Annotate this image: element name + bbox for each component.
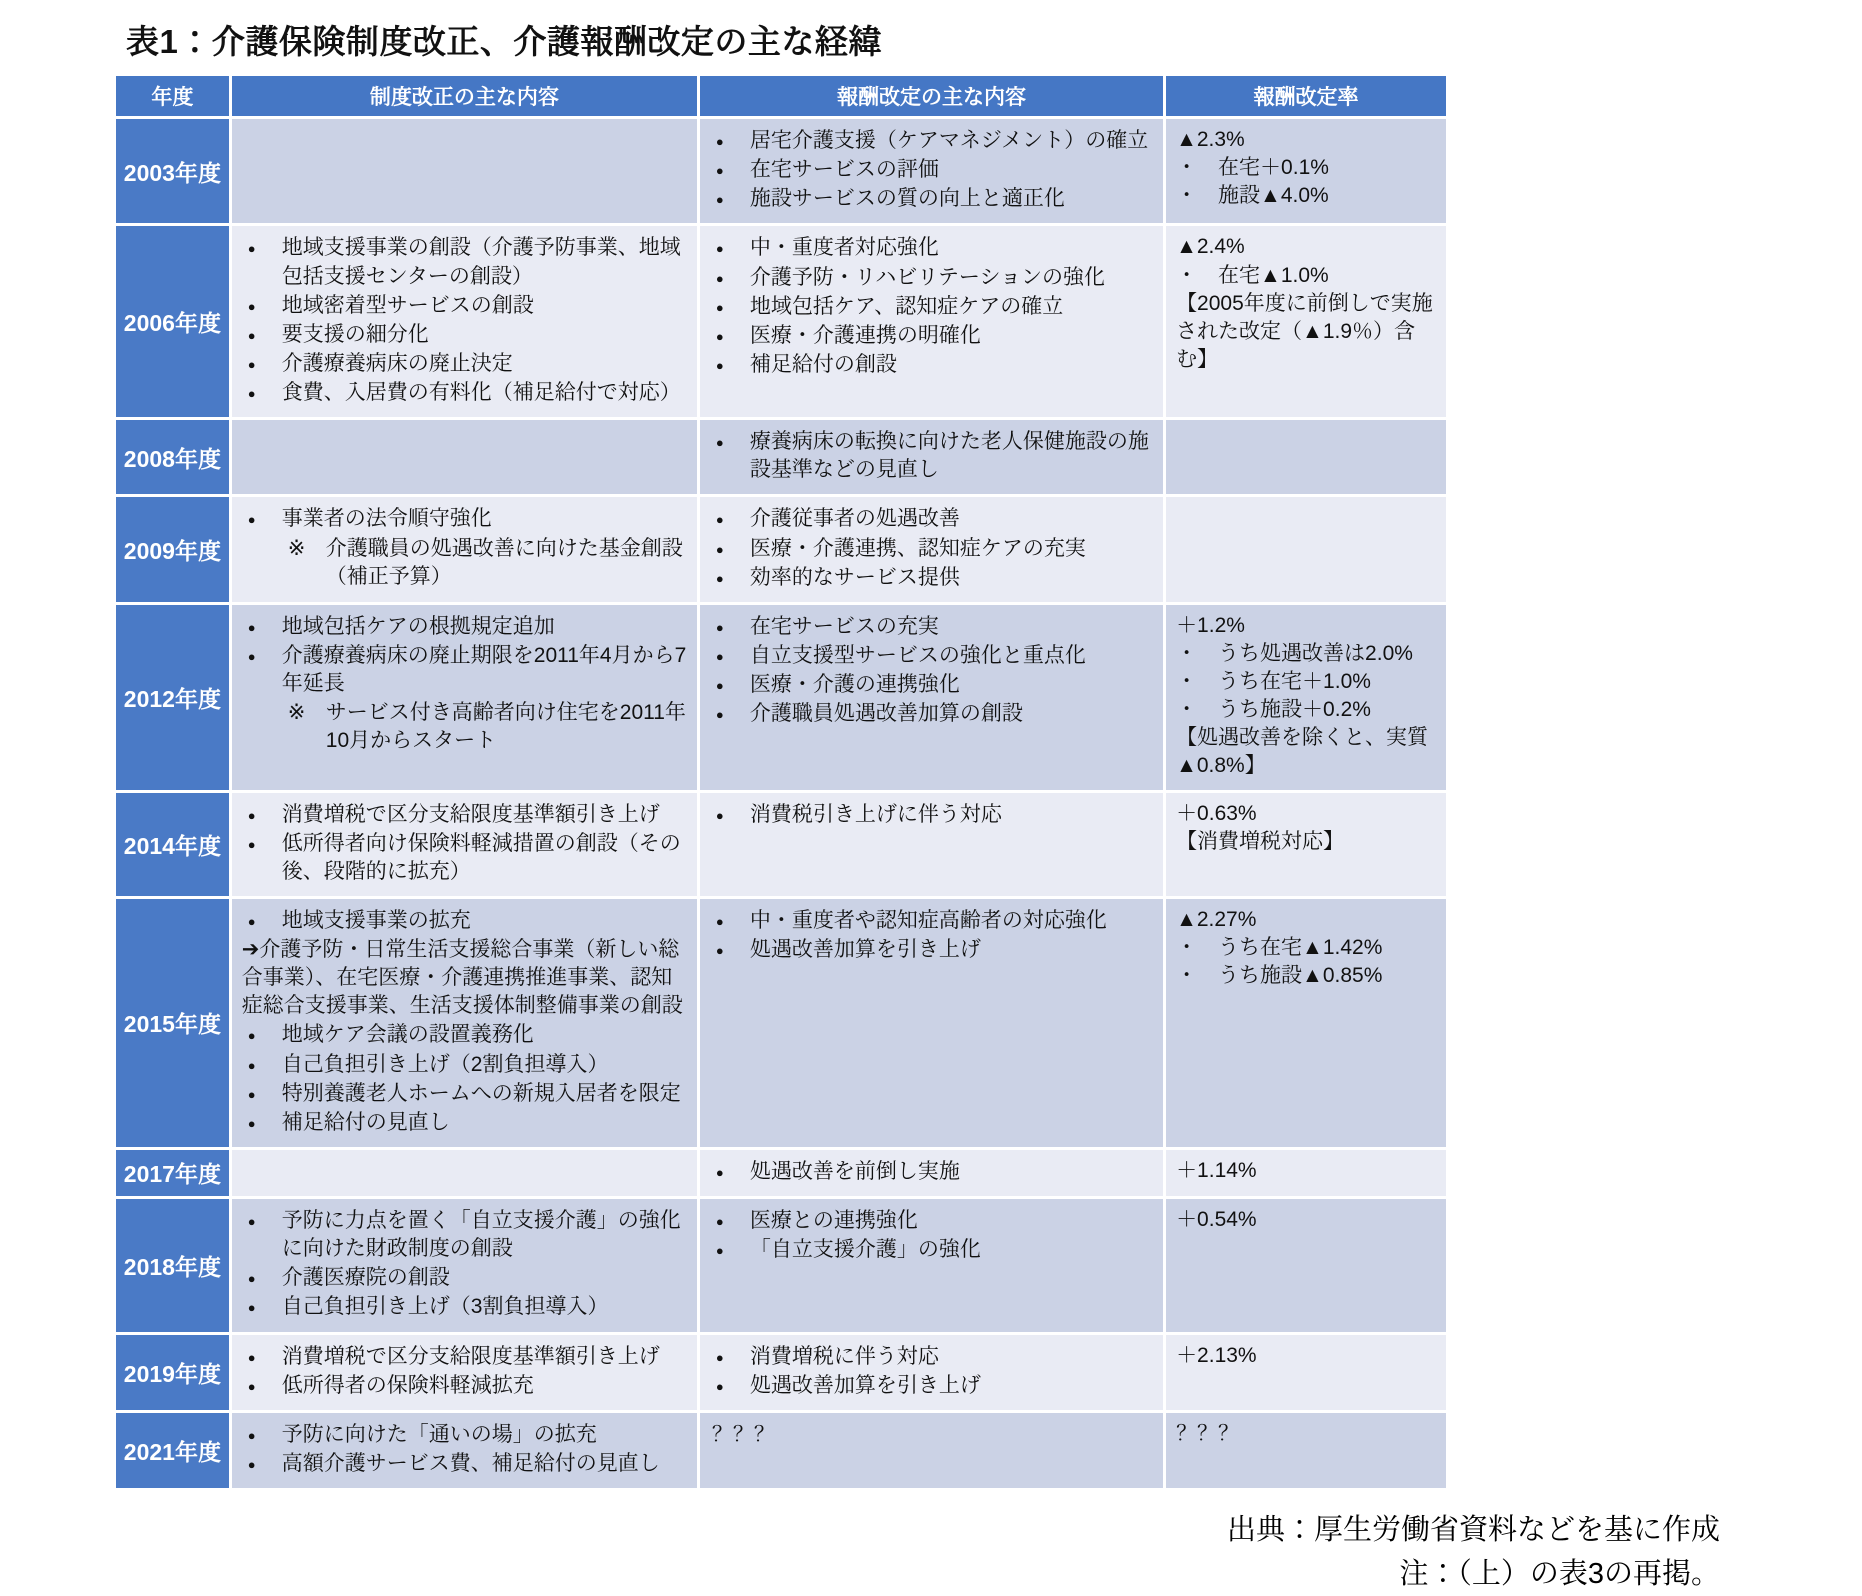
- reform-cell: [232, 1335, 697, 1410]
- bullet-icon: ●: [716, 942, 724, 959]
- list-item: [704, 1372, 1157, 1400]
- item-text: 介護療養病床の廃止決定: [282, 352, 513, 375]
- bullet-icon: ●: [248, 1299, 256, 1316]
- care-history-table: [113, 73, 1449, 1491]
- footer: [0, 1509, 1862, 1596]
- item-text: 事業者の法令順守強化: [282, 507, 492, 530]
- table-row: [116, 1150, 1446, 1196]
- plain-item: ？？？: [704, 1421, 1157, 1449]
- item-text: 「自立支援介護」の強化: [750, 1238, 981, 1261]
- bullet-icon: ●: [248, 1027, 256, 1044]
- bullet-icon: ●: [716, 133, 724, 150]
- bullet-icon: ●: [248, 327, 256, 344]
- reference-mark-icon: ※: [288, 699, 306, 727]
- list-item: [236, 1421, 691, 1449]
- reference-mark-icon: ※: [288, 535, 306, 563]
- revision-cell: [700, 1150, 1163, 1196]
- revision-cell: [700, 1335, 1163, 1410]
- table-body: [116, 119, 1446, 1488]
- header-revision: 報酬改定の主な内容: [700, 76, 1163, 116]
- bullet-icon: ●: [248, 1057, 256, 1074]
- list-item: [704, 185, 1157, 213]
- list-item: [236, 801, 691, 829]
- rate-cell: [1166, 1199, 1446, 1332]
- item-text: 補足給付の見直し: [282, 1111, 450, 1134]
- bullet-icon: ●: [248, 1378, 256, 1395]
- header-rate: 報酬改定率: [1166, 76, 1446, 116]
- bullet-icon: ●: [248, 836, 256, 853]
- reform-cell: [232, 899, 697, 1147]
- table-row: [116, 497, 1446, 601]
- bullet-icon: ●: [716, 807, 724, 824]
- bullet-icon: ●: [716, 1242, 724, 1259]
- bullet-icon: ●: [716, 706, 724, 723]
- revision-cell: [700, 420, 1163, 494]
- rate-cell: [1166, 1150, 1446, 1196]
- list-item: [236, 1080, 691, 1108]
- revision-cell: [700, 1413, 1163, 1488]
- year-cell: 2017年度: [116, 1150, 229, 1196]
- year-cell: 2008年度: [116, 420, 229, 494]
- bullet-icon: ●: [716, 1164, 724, 1181]
- item-text: 地域密着型サービスの創設: [282, 294, 534, 317]
- list-item: [704, 936, 1157, 964]
- item-text: 特別養護老人ホームへの新規入居者を限定: [282, 1082, 681, 1105]
- item-text: 処遇改善加算を引き上げ: [750, 1374, 981, 1397]
- list-item: [704, 234, 1157, 262]
- item-text: 消費増税に伴う対応: [750, 1345, 939, 1368]
- item-text: 介護職員の処遇改善に向けた基金創設（補正予算）: [326, 537, 683, 588]
- item-text: 予防に力点を置く「自立支援介護」の強化に向けた財政制度の創設: [282, 1209, 681, 1260]
- item-text: 医療・介護の連携強化: [750, 673, 960, 696]
- list-item: [236, 234, 691, 290]
- rate-line: ・ 施設▲4.0%: [1170, 182, 1440, 210]
- item-text: 効率的なサービス提供: [750, 566, 960, 589]
- rate-cell: [1166, 605, 1446, 790]
- bullet-icon: ●: [716, 357, 724, 374]
- bullet-icon: ●: [716, 1349, 724, 1366]
- item-text: 在宅サービスの評価: [750, 158, 939, 181]
- item-text: 食費、入居費の有料化（補足給付で対応）: [282, 381, 681, 404]
- bullet-icon: ●: [248, 1456, 256, 1473]
- list-item: [704, 1343, 1157, 1371]
- bullet-icon: ●: [248, 385, 256, 402]
- item-text: 介護従事者の処遇改善: [750, 507, 960, 530]
- list-item: [236, 1343, 691, 1371]
- year-cell: 2019年度: [116, 1335, 229, 1410]
- list-item: [236, 535, 691, 591]
- year-cell: 2015年度: [116, 899, 229, 1147]
- item-text: 地域支援事業の創設（介護予防事業、地域包括支援センターの創設）: [282, 236, 681, 287]
- list-item: [236, 907, 691, 935]
- header-row: [116, 76, 1446, 116]
- item-text: 医療との連携強化: [750, 1209, 918, 1232]
- item-text: 高額介護サービス費、補足給付の見直し: [282, 1452, 660, 1475]
- list-item: [236, 1021, 691, 1049]
- year-cell: 2018年度: [116, 1199, 229, 1332]
- list-item: [704, 127, 1157, 155]
- list-item: [704, 1236, 1157, 1264]
- table-row: [116, 605, 1446, 790]
- bullet-icon: ●: [716, 191, 724, 208]
- table-row: [116, 226, 1446, 417]
- header-year: 年度: [116, 76, 229, 116]
- list-item: [236, 1450, 691, 1478]
- list-item: [704, 293, 1157, 321]
- list-item: [236, 642, 691, 698]
- revision-cell: [700, 119, 1163, 223]
- item-text: 介護予防・リハビリテーションの強化: [750, 266, 1105, 289]
- rate-line: ・ うち在宅＋1.0%: [1170, 668, 1440, 696]
- list-item: [704, 564, 1157, 592]
- rate-line: ＋0.63%: [1170, 800, 1440, 828]
- rate-cell: [1166, 226, 1446, 417]
- table-header: [116, 76, 1446, 116]
- bullet-icon: ●: [716, 570, 724, 587]
- item-text: 消費増税で区分支給限度基準額引き上げ: [282, 1345, 660, 1368]
- item-text: 介護医療院の創設: [282, 1266, 450, 1289]
- rate-line: ＋2.13%: [1170, 1342, 1440, 1370]
- reform-cell: [232, 1199, 697, 1332]
- item-text: 予防に向けた「通いの場」の拡充: [282, 1423, 597, 1446]
- list-item: [704, 351, 1157, 379]
- revision-cell: [700, 497, 1163, 601]
- rate-line: ・ うち施設▲0.85%: [1170, 962, 1440, 990]
- rate-cell: [1166, 793, 1446, 896]
- list-item: [236, 1293, 691, 1321]
- item-text: 施設サービスの質の向上と適正化: [750, 187, 1065, 210]
- revision-cell: [700, 1199, 1163, 1332]
- list-item: [704, 1207, 1157, 1235]
- year-cell: 2006年度: [116, 226, 229, 417]
- reform-cell: [232, 420, 697, 494]
- list-item: [236, 321, 691, 349]
- header-reform: 制度改正の主な内容: [232, 76, 697, 116]
- item-text: 居宅介護支援（ケアマネジメント）の確立: [750, 129, 1148, 152]
- page-title: 表1：介護保険制度改正、介護報酬改定の主な経緯: [126, 16, 1862, 63]
- bullet-icon: ●: [248, 1270, 256, 1287]
- list-item: [236, 505, 691, 533]
- bullet-icon: ●: [716, 434, 724, 451]
- list-item: [236, 350, 691, 378]
- item-text: 医療・介護連携の明確化: [750, 324, 981, 347]
- bullet-icon: ●: [716, 299, 724, 316]
- item-text: 地域包括ケア、認知症ケアの確立: [750, 295, 1063, 318]
- rate-cell: [1166, 497, 1446, 601]
- list-item: [236, 699, 691, 755]
- list-item: [704, 700, 1157, 728]
- rate-line: ・ うち処遇改善は2.0%: [1170, 640, 1440, 668]
- item-text: 自立支援型サービスの強化と重点化: [750, 644, 1086, 667]
- item-text: 中・重度者や認知症高齢者の対応強化: [750, 909, 1107, 932]
- bullet-icon: ●: [248, 913, 256, 930]
- item-text: 医療・介護連携、認知症ケアの充実: [750, 537, 1086, 560]
- list-item: [236, 1051, 691, 1079]
- bullet-icon: ●: [716, 1378, 724, 1395]
- item-text: 低所得者向け保険料軽減措置の創設（その後、段階的に拡充）: [282, 832, 681, 883]
- table-row: [116, 1335, 1446, 1410]
- bullet-icon: ●: [248, 1213, 256, 1230]
- list-item: [704, 535, 1157, 563]
- bullet-icon: ●: [716, 619, 724, 636]
- list-item: [704, 642, 1157, 670]
- item-text: 補足給付の創設: [750, 353, 897, 376]
- rate-line: ▲2.27%: [1170, 906, 1440, 934]
- list-item: [236, 379, 691, 407]
- year-cell: 2021年度: [116, 1413, 229, 1488]
- bullet-icon: ●: [716, 511, 724, 528]
- item-text: 介護療養病床の廃止期限を2011年4月から7年延長: [282, 644, 687, 695]
- list-item: [236, 1372, 691, 1400]
- list-item: [704, 322, 1157, 350]
- rate-line: ・ 在宅▲1.0%: [1170, 262, 1440, 290]
- bullet-icon: ●: [248, 511, 256, 528]
- rate-cell: [1166, 119, 1446, 223]
- item-text: 処遇改善加算を引き上げ: [750, 938, 981, 961]
- list-item: [704, 156, 1157, 184]
- table-row: [116, 420, 1446, 494]
- revision-cell: [700, 793, 1163, 896]
- item-text: 自己負担引き上げ（2割負担導入）: [282, 1053, 609, 1076]
- bullet-icon: ●: [716, 270, 724, 287]
- item-text: 地域支援事業の拡充: [282, 909, 471, 932]
- year-cell: 2003年度: [116, 119, 229, 223]
- reform-cell: [232, 793, 697, 896]
- bullet-icon: ●: [248, 1349, 256, 1366]
- bullet-icon: ●: [248, 240, 256, 257]
- bullet-icon: ●: [716, 913, 724, 930]
- list-item: [236, 830, 691, 886]
- year-cell: 2014年度: [116, 793, 229, 896]
- revision-cell: [700, 899, 1163, 1147]
- rate-cell: [1166, 420, 1446, 494]
- reform-cell: [232, 1150, 697, 1196]
- rate-line: ＋1.14%: [1170, 1157, 1440, 1185]
- bullet-icon: ●: [248, 298, 256, 315]
- list-item: [704, 1158, 1157, 1186]
- item-text: 地域包括ケアの根拠規定追加: [282, 615, 555, 638]
- reform-cell: [232, 119, 697, 223]
- item-text: 処遇改善を前倒し実施: [750, 1160, 960, 1183]
- rate-cell: [1166, 1335, 1446, 1410]
- list-item: [704, 801, 1157, 829]
- reform-cell: [232, 1413, 697, 1488]
- item-text: 地域ケア会議の設置義務化: [282, 1023, 534, 1046]
- arrow-item: ➔介護予防・日常生活支援総合事業（新しい総合事業）、在宅医療・介護連携推進事業、認知症総合支援事業、生活支援体制整備事業の創設: [236, 936, 691, 1020]
- bullet-icon: ●: [248, 619, 256, 636]
- item-text: 在宅サービスの充実: [750, 615, 939, 638]
- revision-cell: [700, 226, 1163, 417]
- rate-cell: [1166, 899, 1446, 1147]
- rate-line: ＋1.2%: [1170, 612, 1440, 640]
- item-text: 介護職員処遇改善加算の創設: [750, 702, 1023, 725]
- list-item: [236, 1207, 691, 1263]
- bullet-icon: ●: [248, 1086, 256, 1103]
- list-item: [236, 1109, 691, 1137]
- item-text: 低所得者の保険料軽減拡充: [282, 1374, 534, 1397]
- rate-line: ▲2.4%: [1170, 233, 1440, 261]
- year-cell: 2012年度: [116, 605, 229, 790]
- rate-line: ・ うち施設＋0.2%: [1170, 696, 1440, 724]
- bullet-icon: ●: [716, 162, 724, 179]
- rate-line: ＋0.54%: [1170, 1206, 1440, 1234]
- reform-cell: [232, 226, 697, 417]
- rate-line: 【処遇改善を除くと、実質▲0.8%】: [1170, 724, 1440, 780]
- bullet-icon: ●: [716, 541, 724, 558]
- source-note: 出典：厚生労働省資料などを基に作成: [0, 1509, 1720, 1553]
- bullet-icon: ●: [248, 807, 256, 824]
- list-item: [236, 613, 691, 641]
- item-text: 中・重度者対応強化: [750, 236, 939, 259]
- bullet-icon: ●: [716, 328, 724, 345]
- list-item: [704, 907, 1157, 935]
- bullet-icon: ●: [716, 1213, 724, 1230]
- rate-cell: [1166, 1413, 1446, 1488]
- bullet-icon: ●: [716, 677, 724, 694]
- rate-line: ▲2.3%: [1170, 126, 1440, 154]
- rate-line: ？？？: [1170, 1420, 1440, 1448]
- table-row: [116, 899, 1446, 1147]
- item-text: 自己負担引き上げ（3割負担導入）: [282, 1295, 609, 1318]
- year-cell: 2009年度: [116, 497, 229, 601]
- bullet-icon: ●: [248, 1115, 256, 1132]
- table-row: [116, 119, 1446, 223]
- item-text: 療養病床の転換に向けた老人保健施設の施設基準などの見直し: [750, 430, 1149, 481]
- bullet-icon: ●: [716, 240, 724, 257]
- revision-cell: [700, 605, 1163, 790]
- footnote: 注：（上）の表3の再掲。: [0, 1553, 1720, 1596]
- list-item: [704, 671, 1157, 699]
- item-text: 要支援の細分化: [282, 323, 429, 346]
- item-text: 消費増税で区分支給限度基準額引き上げ: [282, 803, 660, 826]
- item-text: サービス付き高齢者向け住宅を2011年10月からスタート: [326, 701, 686, 752]
- reform-cell: [232, 605, 697, 790]
- rate-line: ・ 在宅＋0.1%: [1170, 154, 1440, 182]
- list-item: [704, 428, 1157, 484]
- list-item: [704, 264, 1157, 292]
- rate-line: 【2005年度に前倒しで実施された改定（▲1.9％）含む】: [1170, 290, 1440, 374]
- list-item: [704, 613, 1157, 641]
- bullet-icon: ●: [248, 648, 256, 665]
- list-item: [704, 505, 1157, 533]
- item-text: 消費税引き上げに伴う対応: [750, 803, 1002, 826]
- bullet-icon: ●: [716, 648, 724, 665]
- bullet-icon: ●: [248, 1427, 256, 1444]
- bullet-icon: ●: [248, 356, 256, 373]
- rate-line: ・ うち在宅▲1.42%: [1170, 934, 1440, 962]
- reform-cell: [232, 497, 697, 601]
- table-row: [116, 793, 1446, 896]
- rate-line: 【消費増税対応】: [1170, 828, 1440, 856]
- table-row: [116, 1413, 1446, 1488]
- table-row: [116, 1199, 1446, 1332]
- list-item: [236, 292, 691, 320]
- list-item: [236, 1264, 691, 1292]
